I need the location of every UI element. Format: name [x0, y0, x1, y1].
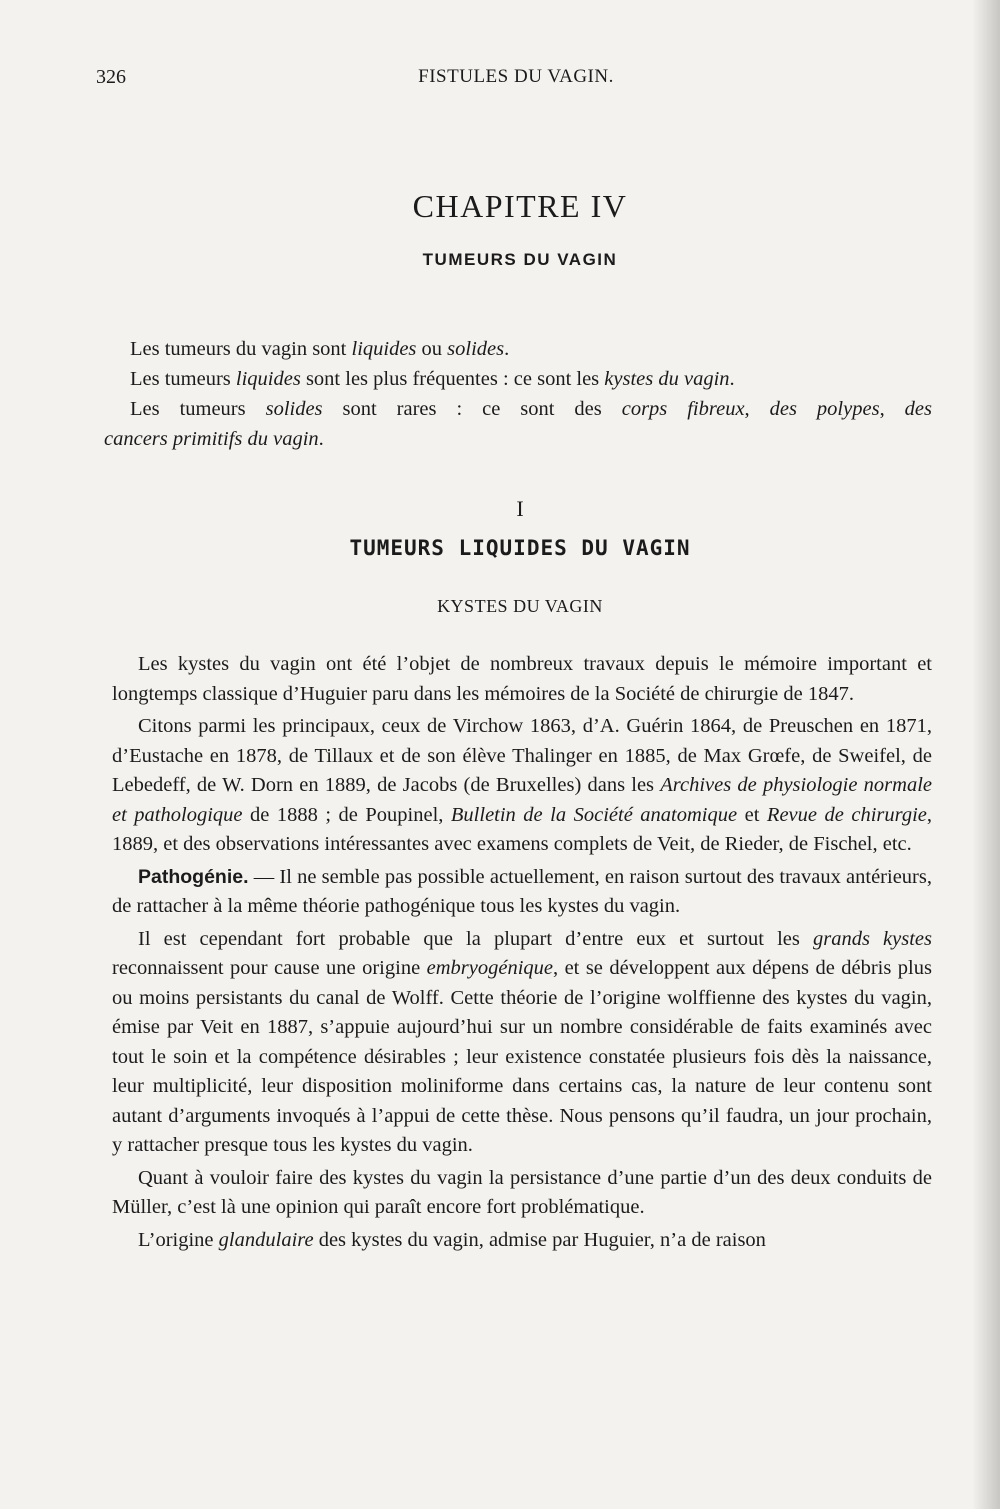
- italic-run: Bulletin de la Société anatomique: [450, 803, 738, 826]
- paragraph: [112, 863, 932, 922]
- pathogenie-heading: Pathogénie.: [138, 865, 249, 888]
- text-run: ,: [879, 398, 905, 420]
- italic-run: glandulaire: [218, 1228, 314, 1251]
- italic-run: des polypes: [769, 398, 880, 420]
- paragraph: [112, 925, 932, 1161]
- text-run: , et se développent aux dépens de débris plus ou moins persistants du canal de Wolff. Cette théorie de l’origine wolffienne des kystes du vagin, émise par Veit en 1887, s’appuie aujourd’hui sur un nombre considérable de faits examinés avec tout le soin et la compétence désirables ; leur existence constatée plusieurs fois dès la naissance, leur multiplicité, leur disposition moliniforme dans certains cas, la nature de leur contenu sont autant d’arguments invoqués à l’appui de cette thèse. Nous pensons qu’il faudra, un jour prochain, y rattacher presque tous les kystes du vagin.: [112, 957, 932, 1156]
- text-run: Les tumeurs: [130, 398, 266, 420]
- text-run: Les tumeurs du vagin sont: [130, 338, 352, 360]
- section-subtitle: KYSTES DU VAGIN: [437, 596, 603, 616]
- text-run: .: [504, 338, 510, 360]
- text-run: ou: [416, 338, 448, 360]
- text-run: et: [737, 803, 767, 826]
- italic-run: Revue de chirurgie: [766, 803, 927, 826]
- italic-run: kystes du vagin: [604, 368, 730, 390]
- italic-run: cancers primitifs du vagin: [104, 428, 319, 450]
- text-run: L’origine: [138, 1228, 219, 1251]
- section-title: TUMEURS LIQUIDES DU VAGIN: [349, 536, 691, 560]
- chapter-subtitle: TUMEURS DU VAGIN: [422, 250, 618, 269]
- text-run: ,: [744, 398, 770, 420]
- page-number: 326: [96, 66, 126, 88]
- text-run: — Il ne semble pas possible actuellement, en raison surtout des travaux antérieurs, de rattacher à la même théorie pathogénique tous les kystes du vagin.: [112, 865, 932, 917]
- italic-run: corps fibreux: [621, 398, 745, 420]
- italic-run: solides: [265, 398, 323, 420]
- text-run: sont rares : ce sont des: [322, 398, 622, 420]
- paragraph: Les kystes du vagin ont été l’objet de nombreux travaux depuis le mémoire important et longtemps classique d’Huguier paru dans les mémoires de la Société de chirurgie de 1847.: [112, 653, 932, 705]
- italic-run: embryogénique: [426, 957, 553, 979]
- text-run: , 1889, et des observations intéressantes avec examens complets de Veit, de Rieder, de Fischel, etc.: [112, 803, 933, 855]
- text-run: sont les plus fréquentes : ce sont les: [300, 368, 605, 390]
- chapter-title: CHAPITRE IV: [412, 188, 628, 224]
- italic-run: grands kystes: [812, 927, 932, 950]
- intro-line: [104, 364, 932, 394]
- italic-run: liquides: [351, 338, 417, 360]
- text-run: Citons parmi les principaux, ceux de Virchow 1863, d’A. Guérin 1864, de Preuschen en 1871, d’Eustache en 1878, de Tillaux et de son élève Thalinger en 1885, de Max Grœfe, de Sweifel, de Lebedeff, de W. Dorn en 1889, de Jacobs (de Bruxelles) dans les: [112, 715, 932, 796]
- body-text: [112, 650, 932, 1258]
- italic-run: solides: [447, 338, 505, 360]
- text-run: reconnaissent pour cause une origine: [112, 957, 427, 979]
- text-run: des kystes du vagin, admise par Huguier, n’a de raison: [313, 1228, 766, 1251]
- text-run: .: [729, 368, 735, 390]
- intro-line: [104, 394, 932, 424]
- running-title: FISTULES DU VAGIN.: [418, 66, 614, 87]
- text-run: .: [318, 428, 324, 450]
- text-run: de 1888 ; de Poupinel,: [242, 803, 451, 826]
- intro-line: [104, 424, 932, 454]
- paragraph: [112, 712, 932, 860]
- text-run: Les tumeurs: [130, 368, 236, 390]
- paragraph: Quant à vouloir faire des kystes du vagin la persistance d’une partie d’un des deux conduits de Müller, c’est là une opinion qui paraît encore fort problématique.: [112, 1166, 932, 1218]
- section-number: I: [516, 496, 524, 521]
- italic-run: Archives de physiologie normale et pathologique: [112, 774, 933, 826]
- italic-run: liquides: [235, 368, 301, 390]
- running-head: [96, 66, 936, 96]
- italic-run: des: [904, 398, 932, 420]
- paragraph: [112, 1226, 932, 1256]
- intro-line: [104, 334, 932, 364]
- intro-paragraph: [104, 334, 932, 454]
- text-run: Il est cependant fort probable que la plupart d’entre eux et surtout les: [138, 927, 813, 950]
